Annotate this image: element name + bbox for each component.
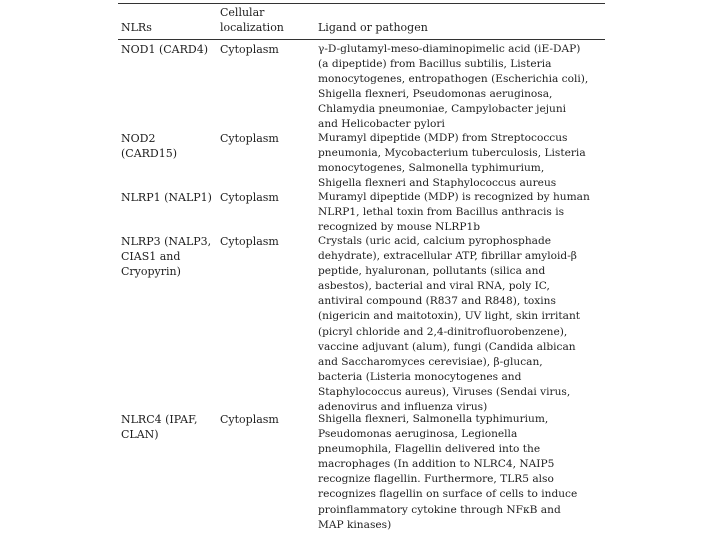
ligand-line: macrophages (In addition to NLRC4, NAIP5 (318, 458, 555, 471)
nlr-name-line: NOD1 (CARD4) (121, 43, 209, 56)
ligand-line: Crystals (uric acid, calcium pyrophosphade (318, 235, 552, 247)
localization-cell: Cytoplasm (220, 43, 279, 56)
ligand-line: and Helicobacter pylori (318, 118, 445, 131)
nlr-name-line: NLRP1 (NALP1) (121, 191, 212, 204)
nlr-name-line: Cryopyrin) (121, 265, 181, 279)
ligand-line: peptide, hyaluronan, pollutants (silica and (318, 265, 546, 278)
header-localization-line1: Cellular (220, 6, 265, 19)
ligand-line: MAP kinases) (318, 518, 392, 531)
nlr-name-line: NOD2 (121, 132, 156, 145)
ligand-line: pneumonia, Mycobacterium tuberculosis, Listeria (318, 147, 586, 160)
header-ligand: Ligand or pathogen (318, 21, 428, 34)
ligand-line: Pseudomonas aeruginosa, Legionella (318, 428, 518, 441)
ligand-line: γ-D-glutamyl-meso-diaminopimelic acid (iE-DAP) (318, 43, 581, 55)
ligand-line: vaccine adjuvant (alum), fungi (Candida albican (318, 340, 576, 353)
ligand-cell (318, 190, 605, 235)
table-top-rule (118, 3, 605, 4)
ligand-cell (318, 412, 605, 533)
ligand-line: Shigella flexneri, Pseudomonas aeruginosa, (318, 88, 553, 101)
ligand-line: Chlamydia pneumoniae, Campylobacter jejuni (318, 103, 567, 116)
ligand-line: asbestos), bacterial and viral RNA, poly IC, (318, 280, 550, 293)
ligand-cell (318, 131, 605, 191)
nlr-name-line: CIAS1 and (121, 250, 181, 264)
ligand-line: pneumophila, Flagellin delivered into the (318, 443, 541, 456)
ligand-line: NLRP1, lethal toxin from Bacillus anthracis is (318, 206, 565, 219)
nlr-name-line: NLRP3 (NALP3, (121, 235, 212, 248)
nlr-name-line: (CARD15) (121, 147, 178, 161)
ligand-line: recognized by mouse NLRP1b (318, 221, 481, 234)
localization-cell: Cytoplasm (220, 235, 279, 248)
nlr-name-line: CLAN) (121, 428, 159, 442)
ligand-line: Shigella flexneri, Salmonella typhimurium, (318, 413, 549, 425)
header-localization-line2: localization (220, 21, 284, 34)
ligand-cell (318, 42, 605, 133)
ligand-line: Staphylococcus aureus), Viruses (Sendai virus, (318, 385, 571, 398)
ligand-line: (nigericin and maitotoxin), UV light, skin irritant (318, 310, 581, 323)
ligand-line: antiviral compound (R837 and R848), toxins (318, 295, 556, 308)
ligand-line: dehydrate), extracellular ATP, fibrillar amyloid-β (318, 250, 577, 263)
localization-cell: Cytoplasm (220, 191, 279, 204)
nlr-cell (121, 42, 215, 57)
ligand-line: recognize flagellin. Furthermore, TLR5 also (318, 473, 554, 486)
ligand-line: (picryl chloride and 2,4-dinitrofluorobenzene), (318, 325, 568, 338)
ligand-line: and Saccharomyces cerevisiae), β-glucan, (318, 355, 543, 368)
ligand-line: Shigella flexneri and Staphylococcus aureus (318, 177, 557, 190)
ligand-line: adenovirus and influenza virus) (318, 401, 488, 414)
nlr-cell (121, 131, 215, 161)
ligand-line: recognizes flagellin on surface of cells to induce (318, 488, 578, 501)
nlr-cell (121, 234, 215, 279)
nlr-cell (121, 412, 215, 442)
ligand-line: bacteria (Listeria monocytogenes and (318, 370, 522, 383)
ligand-line: Muramyl dipeptide (MDP) is recognized by human (318, 191, 590, 203)
nlr-name-line: NLRC4 (IPAF, (121, 413, 198, 426)
ligand-line: monocytogenes, entropathogen (Escherichia coli), (318, 73, 589, 86)
ligand-line: proinflammatory cytokine through NFκB and (318, 503, 561, 516)
ligand-line: monocytogenes, Salmonella typhimurium, (318, 162, 545, 175)
header-nlrs: NLRs (121, 21, 152, 34)
table-header-rule (118, 39, 605, 40)
localization-cell: Cytoplasm (220, 132, 279, 145)
ligand-line: (a dipeptide) from Bacillus subtilis, Listeria (318, 58, 552, 71)
ligand-cell (318, 234, 605, 415)
ligand-line: Muramyl dipeptide (MDP) from Streptococcus (318, 132, 568, 144)
nlr-cell (121, 190, 215, 205)
localization-cell: Cytoplasm (220, 413, 279, 426)
